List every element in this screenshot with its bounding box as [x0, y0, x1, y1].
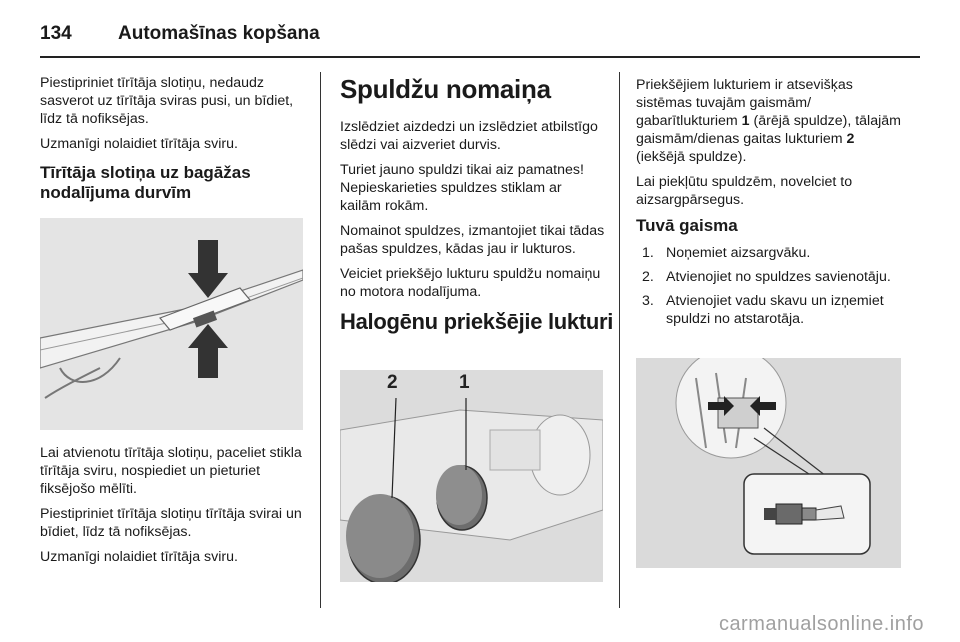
paragraph: Veiciet priekšējo lukturu spuldžu nomaiņu no motora nodalījuma. [340, 266, 601, 300]
watermark-text: carmanualsonline.info [718, 613, 924, 635]
column-1 [40, 74, 305, 211]
paragraph [636, 76, 901, 166]
paragraph: Lai atvienotu tīrītāja slotiņu, paceliet stikla tīrītāja sviru, nospiediet un pieturiet fiksējošo mēlīti. [40, 445, 302, 497]
step-text: Atvienojiet vadu skavu un izņemiet spuldzi no atstarotāja. [666, 293, 884, 327]
text-run: (ārējā spuldze), tālajām gaismām/dienas gaitas lukturiem [636, 113, 901, 147]
figure-label-1: 1 [459, 372, 470, 393]
text-run: (iekšējā spuldze). [636, 149, 747, 165]
page-header [40, 18, 320, 50]
page-number: 134 [40, 23, 72, 44]
column-3 [636, 76, 901, 334]
text-run: Priekšējiem lukturiem ir atsevišķas sistēmas tuvajām gaismām/ gabarītlukturiem [636, 77, 853, 129]
paragraph: Uzmanīgi nolaidiet tīrītāja sviru. [40, 136, 238, 152]
step-number: 3. [642, 293, 654, 309]
bulb-number-1: 1 [741, 113, 750, 129]
section-heading-bulb-replacement: Spuldžu nomaiņa [340, 74, 551, 104]
chapter-title: Automašīnas kopšana [118, 23, 320, 44]
section-heading-halogen-headlights: Halogēnu priekšējie lukturi [340, 309, 614, 334]
figure-label-2: 2 [387, 372, 398, 393]
headlight-caps-illustration [340, 370, 603, 582]
step-list [636, 244, 901, 328]
paragraph: Izslēdziet aizdedzi un izslēdziet atbilstīgo slēdzi vai aizveriet durvis. [340, 119, 598, 153]
bulb-number-2: 2 [846, 131, 855, 147]
paragraph: Turiet jauno spuldzi tikai aiz pamatnes! Nepieskarieties spuldzes stiklam ar kailām rokām. [340, 162, 584, 214]
step-number: 1. [642, 245, 654, 261]
paragraph: Uzmanīgi nolaidiet tīrītāja sviru. [40, 549, 238, 565]
list-item [636, 292, 901, 328]
paragraph: Piestipriniet tīrītāja slotiņu tīrītāja svirai un bīdiet, līdz tā nofiksējas. [40, 506, 302, 540]
section-heading-rear-wiper: Tīrītāja slotiņa uz bagāžas nodalījuma durvīm [40, 163, 251, 202]
paragraph: Piestipriniet tīrītāja slotiņu, nedaudz sasverot uz tīrītāja sviras pusi, un bīdiet, līdz tā nofiksējas. [40, 75, 294, 127]
paragraph: Nomainot spuldzes, izmantojiet tikai tādas pašas spuldzes, kādas jau ir lukturos. [340, 223, 605, 257]
paragraph: Lai piekļūtu spuldzēm, novelciet to aizsargpārsegus. [636, 174, 853, 208]
step-text: Noņemiet aizsargvāku. [666, 245, 811, 261]
list-item [636, 268, 901, 286]
step-text: Atvienojiet no spuldzes savienotāju. [666, 269, 891, 285]
header-rule [40, 56, 920, 58]
column-divider-2 [619, 72, 620, 608]
section-heading-low-beam: Tuvā gaisma [636, 216, 738, 235]
column-1-lower [40, 444, 305, 573]
bulb-removal-illustration [636, 358, 901, 568]
column-2 [340, 74, 614, 349]
step-number: 2. [642, 269, 654, 285]
list-item [636, 244, 901, 262]
wiper-blade-illustration [40, 218, 303, 430]
column-divider-1 [320, 72, 321, 608]
